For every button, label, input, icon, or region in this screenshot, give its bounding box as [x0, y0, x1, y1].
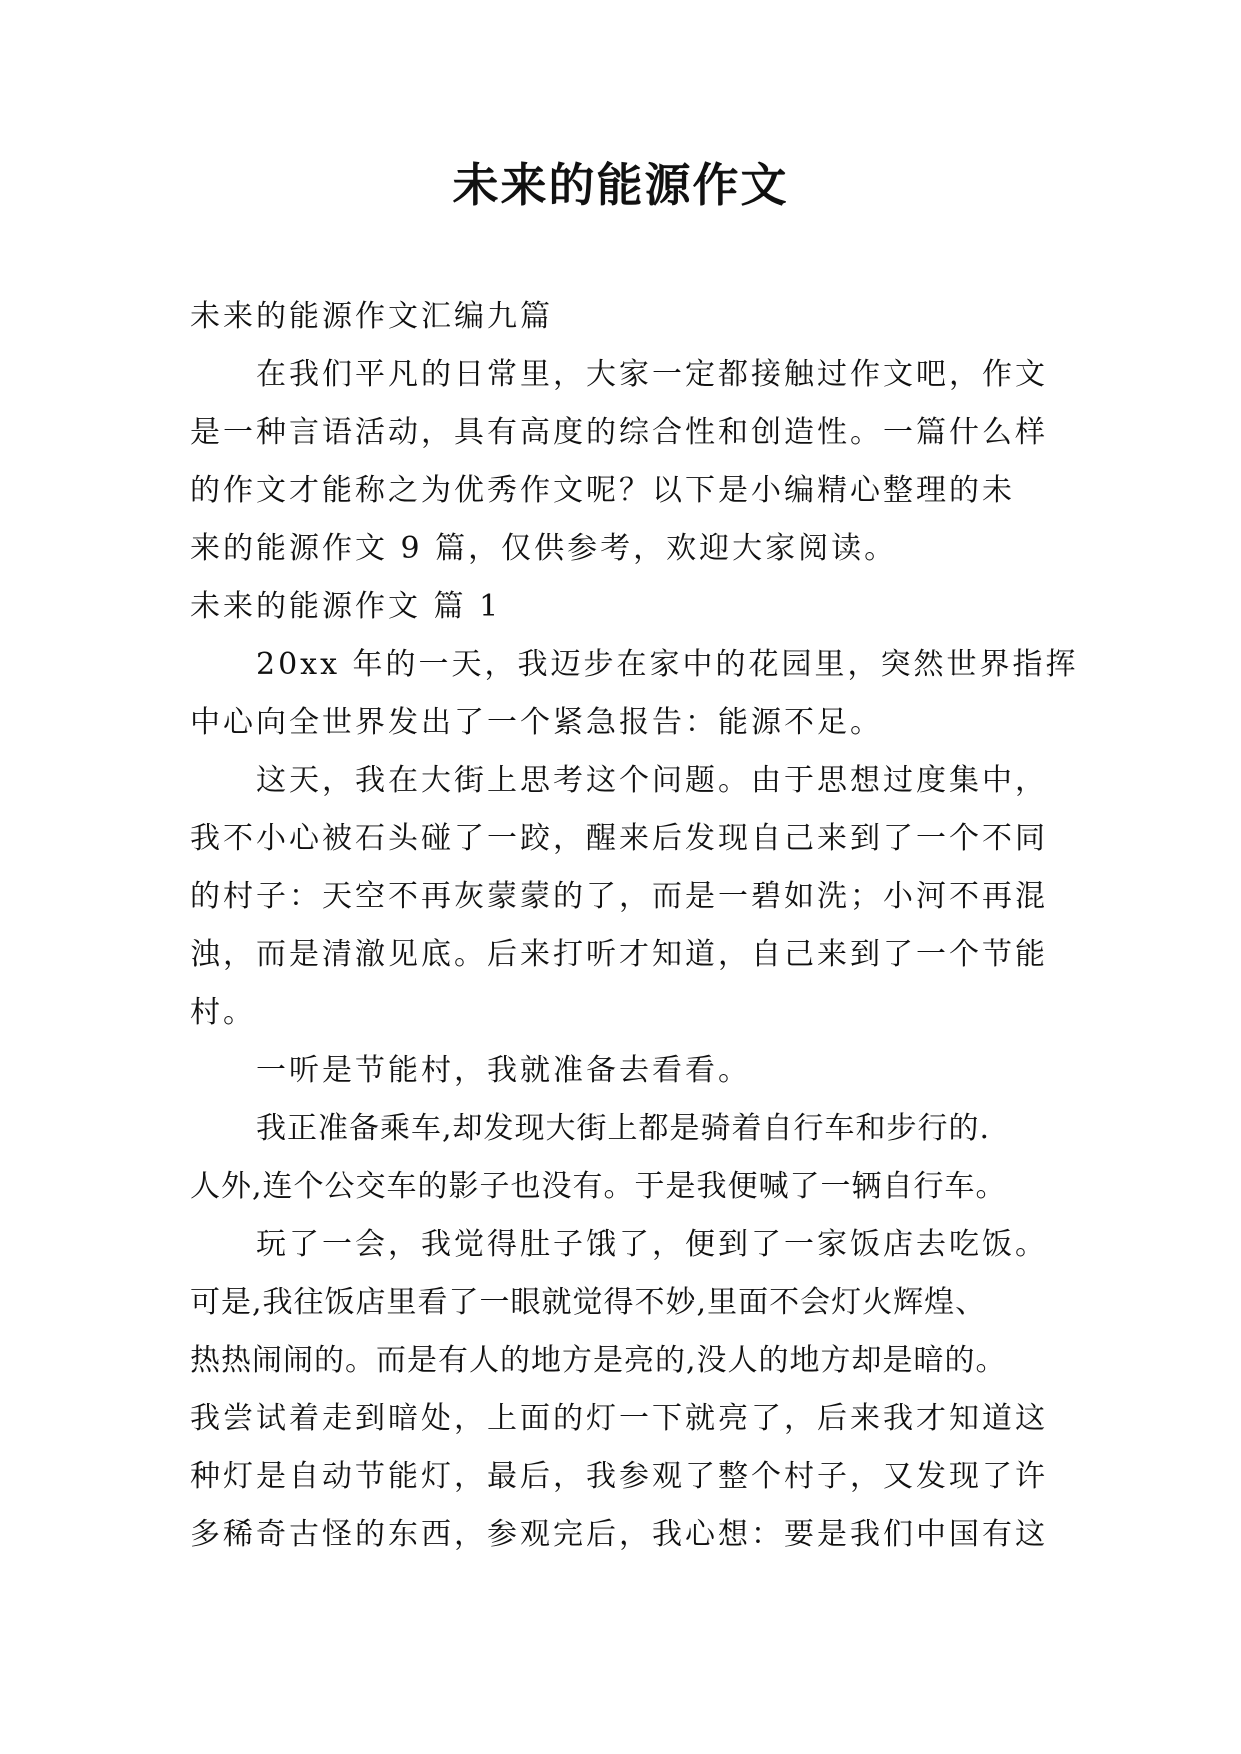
paragraph-line: 热热闹闹的。而是有人的地方是亮的,没人的地方却是暗的。 [190, 1343, 1007, 1378]
subtitle-line: 未来的能源作文汇编九篇 [190, 299, 553, 334]
paragraph-line: 来的能源作文 9 篇，仅供参考，欢迎大家阅读。 [190, 531, 898, 566]
document-title: 未来的能源作文 [452, 158, 789, 212]
paragraph-line: 村。 [190, 995, 256, 1030]
paragraph-line: 浊，而是清澈见底。后来打听才知道，自己来到了一个节能 [190, 937, 1048, 972]
paragraph-line: 我不小心被石头碰了一跤，醒来后发现自己来到了一个不同 [190, 821, 1048, 856]
paragraph-line: 我正准备乘车,却发现大街上都是骑着自行车和步行的. [256, 1111, 991, 1146]
paragraph-line: 中心向全世界发出了一个紧急报告：能源不足。 [190, 705, 883, 740]
section-heading-line: 未来的能源作文 篇 1 [190, 589, 502, 624]
paragraph-line: 多稀奇古怪的东西，参观完后，我心想：要是我们中国有这 [190, 1517, 1048, 1552]
paragraph-line: 20xx 年的一天，我迈步在家中的花园里，突然世界指挥 [256, 647, 1079, 682]
paragraph-line: 一听是节能村，我就准备去看看。 [256, 1053, 751, 1088]
paragraph-line: 是一种言语活动，具有高度的综合性和创造性。一篇什么样 [190, 415, 1048, 450]
paragraph-line: 人外,连个公交车的影子也没有。于是我便喊了一辆自行车。 [190, 1169, 1007, 1204]
paragraph-line: 可是,我往饭店里看了一眼就觉得不妙,里面不会灯火辉煌、 [190, 1285, 987, 1320]
paragraph-line: 种灯是自动节能灯，最后，我参观了整个村子，又发现了许 [190, 1459, 1048, 1494]
document-body [190, 288, 1079, 1564]
paragraph-line: 我尝试着走到暗处，上面的灯一下就亮了，后来我才知道这 [190, 1401, 1048, 1436]
paragraph-line: 的村子：天空不再灰蒙蒙的了，而是一碧如洗；小河不再混 [190, 879, 1048, 914]
paragraph-line: 这天，我在大街上思考这个问题。由于思想过度集中， [256, 763, 1048, 798]
paragraph-line: 玩了一会，我觉得肚子饿了，便到了一家饭店去吃饭。 [256, 1227, 1048, 1262]
paragraph-line: 的作文才能称之为优秀作文呢？以下是小编精心整理的未 [190, 473, 1015, 508]
paragraph-line: 在我们平凡的日常里，大家一定都接触过作文吧，作文 [256, 357, 1048, 392]
